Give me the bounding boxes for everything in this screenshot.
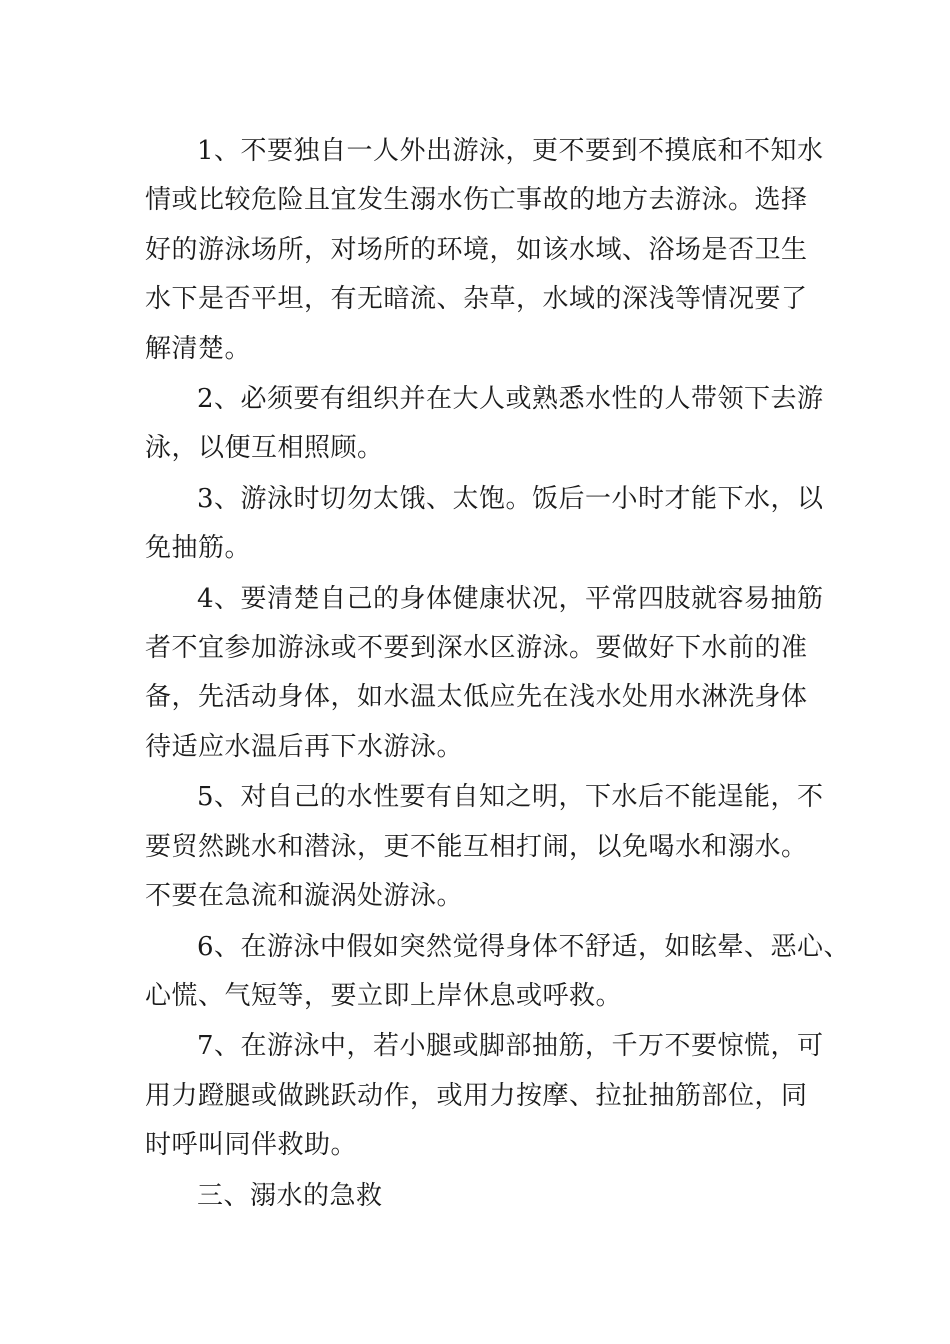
- text-line: 免抽筋。: [145, 533, 252, 564]
- text-line: 3、游泳时切勿太饿、太饱。饭后一小时才能下水，以: [197, 483, 824, 514]
- text-line: 1、不要独自一人外出游泳，更不要到不摸底和不知水: [197, 136, 824, 166]
- text-line: 情或比较危险且宜发生溺水伤亡事故的地方去游泳。选择: [145, 185, 808, 216]
- paragraph-item-7: [145, 1022, 824, 1170]
- text-line: 者不宜参加游泳或不要到深水区游泳。要做好下水前的准: [145, 633, 808, 664]
- text-line: 要贸然跳水和潜泳，更不能互相打闹，以免喝水和溺水。: [145, 831, 808, 862]
- text-line: 6、在游泳中假如突然觉得身体不舒适，如眩晕、恶心、: [197, 931, 851, 962]
- text-line: 备，先活动身体，如水温太低应先在浅水处用水淋洗身体: [145, 682, 808, 713]
- paragraph-item-1: [145, 127, 824, 374]
- paragraph-item-2: [145, 375, 824, 474]
- text-line: 水下是否平坦，有无暗流、杂草，水域的深浅等情况要了: [145, 284, 808, 315]
- text-line: 7、在游泳中，若小腿或脚部抽筋，千万不要惊慌，可: [197, 1031, 824, 1062]
- text-line: 解清楚。: [145, 333, 252, 364]
- paragraph-item-4: [145, 575, 824, 773]
- text-line: 三、溺水的急救: [197, 1180, 383, 1211]
- text-line: 2、必须要有组织并在大人或熟悉水性的人带领下去游: [197, 384, 824, 415]
- text-line: 用力蹬腿或做跳跃动作，或用力按摩、拉扯抽筋部位，同: [145, 1080, 808, 1111]
- text-line: 好的游泳场所，对场所的环境，如该水域、浴场是否卫生: [145, 234, 808, 265]
- paragraph-item-3: [145, 475, 824, 574]
- text-line: 4、要清楚自己的身体健康状况，平常四肢就容易抽筋: [197, 583, 824, 614]
- section-heading: [145, 1172, 807, 1221]
- text-line: 泳，以便互相照顾。: [145, 433, 384, 464]
- paragraph-item-6: [145, 923, 851, 1022]
- paragraph-item-5: [145, 773, 824, 921]
- document-body: [145, 127, 851, 1222]
- text-line: 心慌、气短等，要立即上岸休息或呼救。: [145, 980, 623, 1011]
- text-line: 5、对自己的水性要有自知之明，下水后不能逞能，不: [197, 782, 824, 813]
- text-line: 不要在急流和漩涡处游泳。: [145, 881, 464, 912]
- text-line: 时呼叫同伴救助。: [145, 1130, 358, 1161]
- text-line: 待适应水温后再下水游泳。: [145, 731, 464, 762]
